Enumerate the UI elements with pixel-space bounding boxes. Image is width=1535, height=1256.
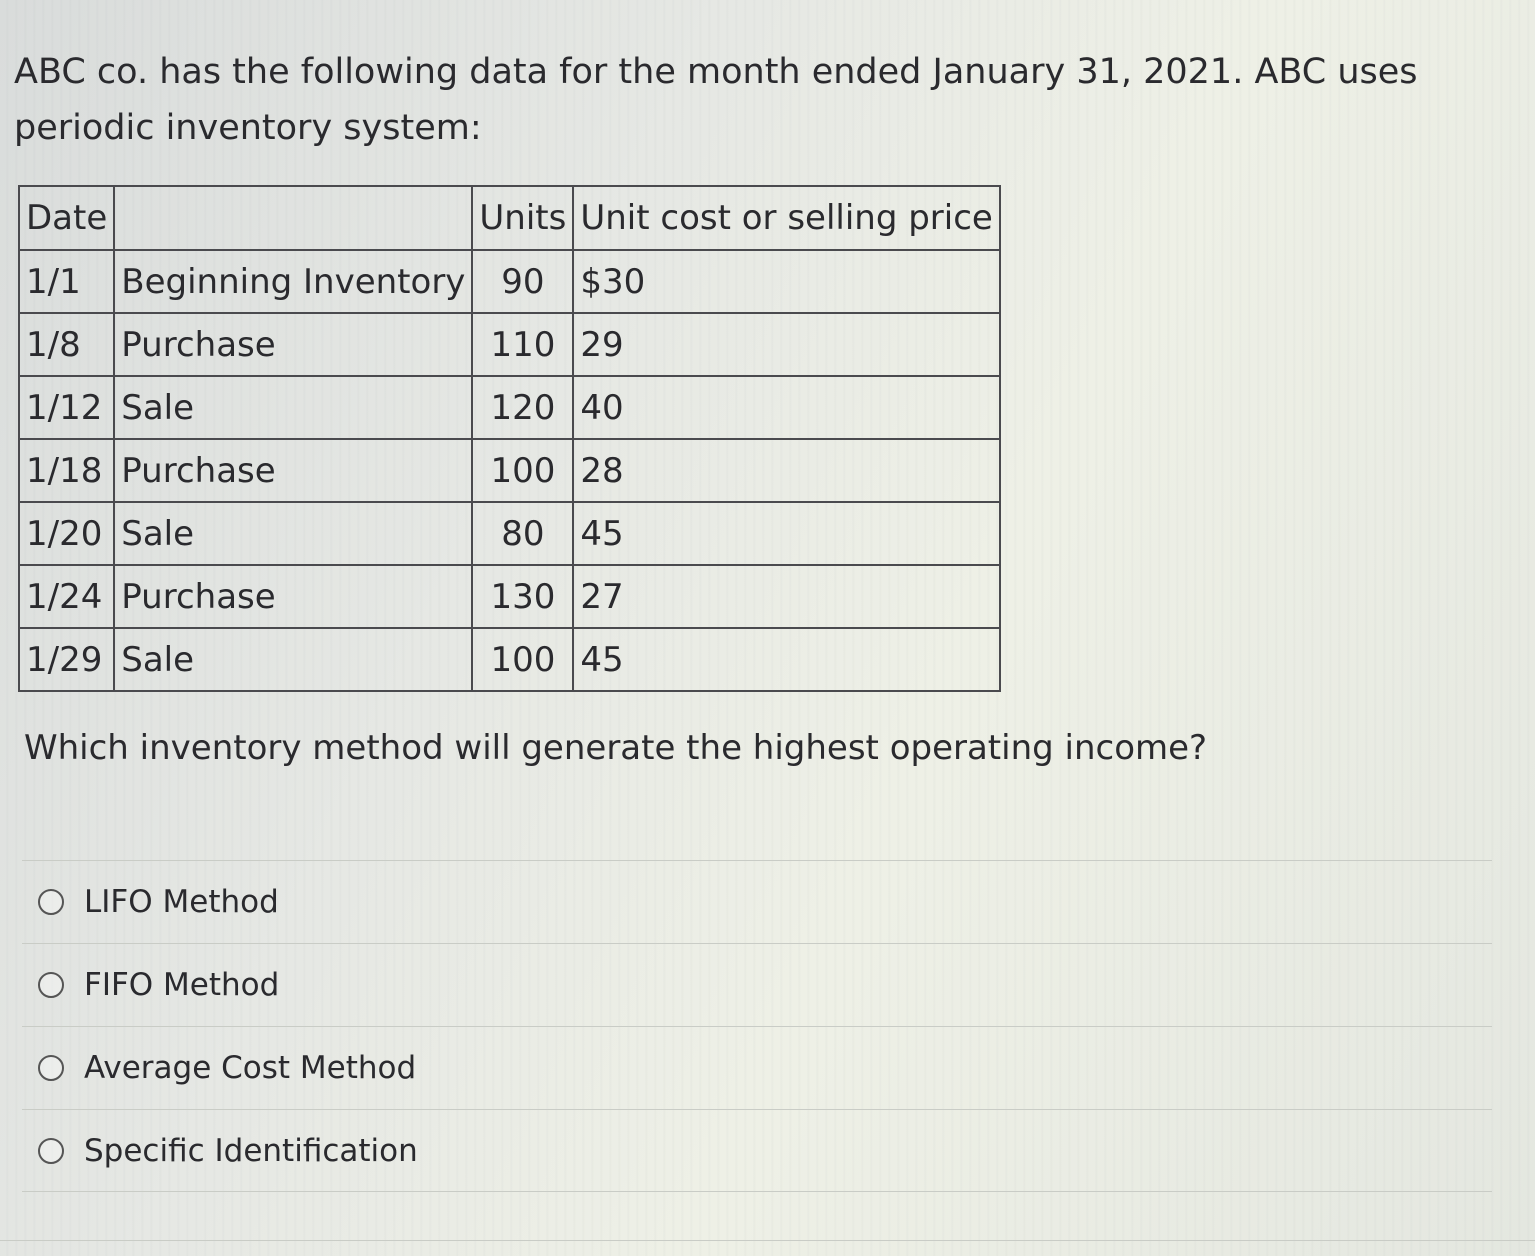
radio-button[interactable] — [38, 1138, 64, 1164]
cell-date: 1/8 — [19, 313, 114, 376]
inventory-table — [18, 185, 1001, 692]
cell-units: 80 — [472, 502, 573, 565]
cell-price: $30 — [573, 250, 999, 313]
option-specific-identification[interactable] — [22, 1109, 1492, 1192]
table-row — [19, 313, 1000, 376]
cell-price: 29 — [573, 313, 999, 376]
header-units: Units — [472, 186, 573, 250]
radio-button[interactable] — [38, 972, 64, 998]
option-label: FIFO Method — [84, 967, 280, 1003]
cell-price: 45 — [573, 502, 999, 565]
cell-units: 100 — [472, 628, 573, 691]
table-header-row — [19, 186, 1000, 250]
table-row — [19, 502, 1000, 565]
cell-units: 110 — [472, 313, 573, 376]
cell-description: Beginning Inventory — [114, 250, 472, 313]
question-prompt: Which inventory method will generate the highest operating income? — [24, 728, 1208, 768]
cell-units: 120 — [472, 376, 573, 439]
header-price: Unit cost or selling price — [573, 186, 999, 250]
radio-button[interactable] — [38, 1055, 64, 1081]
cell-units: 130 — [472, 565, 573, 628]
table-row — [19, 565, 1000, 628]
cell-date: 1/20 — [19, 502, 114, 565]
option-lifo[interactable] — [22, 860, 1492, 943]
option-fifo[interactable] — [22, 943, 1492, 1026]
cell-description: Sale — [114, 376, 472, 439]
cell-date: 1/29 — [19, 628, 114, 691]
cell-price: 40 — [573, 376, 999, 439]
radio-button[interactable] — [38, 889, 64, 915]
question-text: ABC co. has the following data for the month ended January 31, 2021. ABC uses periodic inventory system: — [14, 52, 1418, 148]
option-label: LIFO Method — [84, 884, 279, 920]
option-average-cost[interactable] — [22, 1026, 1492, 1109]
divider — [0, 1240, 1535, 1241]
option-label: Specific Identification — [84, 1132, 418, 1169]
table-row — [19, 250, 1000, 313]
table-row — [19, 439, 1000, 502]
answer-options — [22, 860, 1492, 1192]
cell-price: 45 — [573, 628, 999, 691]
cell-date: 1/24 — [19, 565, 114, 628]
table-row — [19, 376, 1000, 439]
cell-description: Purchase — [114, 313, 472, 376]
option-label: Average Cost Method — [84, 1050, 417, 1086]
cell-date: 1/12 — [19, 376, 114, 439]
cell-units: 90 — [472, 250, 573, 313]
table-row — [19, 628, 1000, 691]
header-description — [114, 186, 472, 250]
cell-description: Sale — [114, 502, 472, 565]
cell-description: Purchase — [114, 439, 472, 502]
cell-price: 28 — [573, 439, 999, 502]
cell-date: 1/18 — [19, 439, 114, 502]
cell-date: 1/1 — [19, 250, 114, 313]
header-date: Date — [19, 186, 114, 250]
cell-description: Purchase — [114, 565, 472, 628]
cell-description: Sale — [114, 628, 472, 691]
cell-units: 100 — [472, 439, 573, 502]
cell-price: 27 — [573, 565, 999, 628]
